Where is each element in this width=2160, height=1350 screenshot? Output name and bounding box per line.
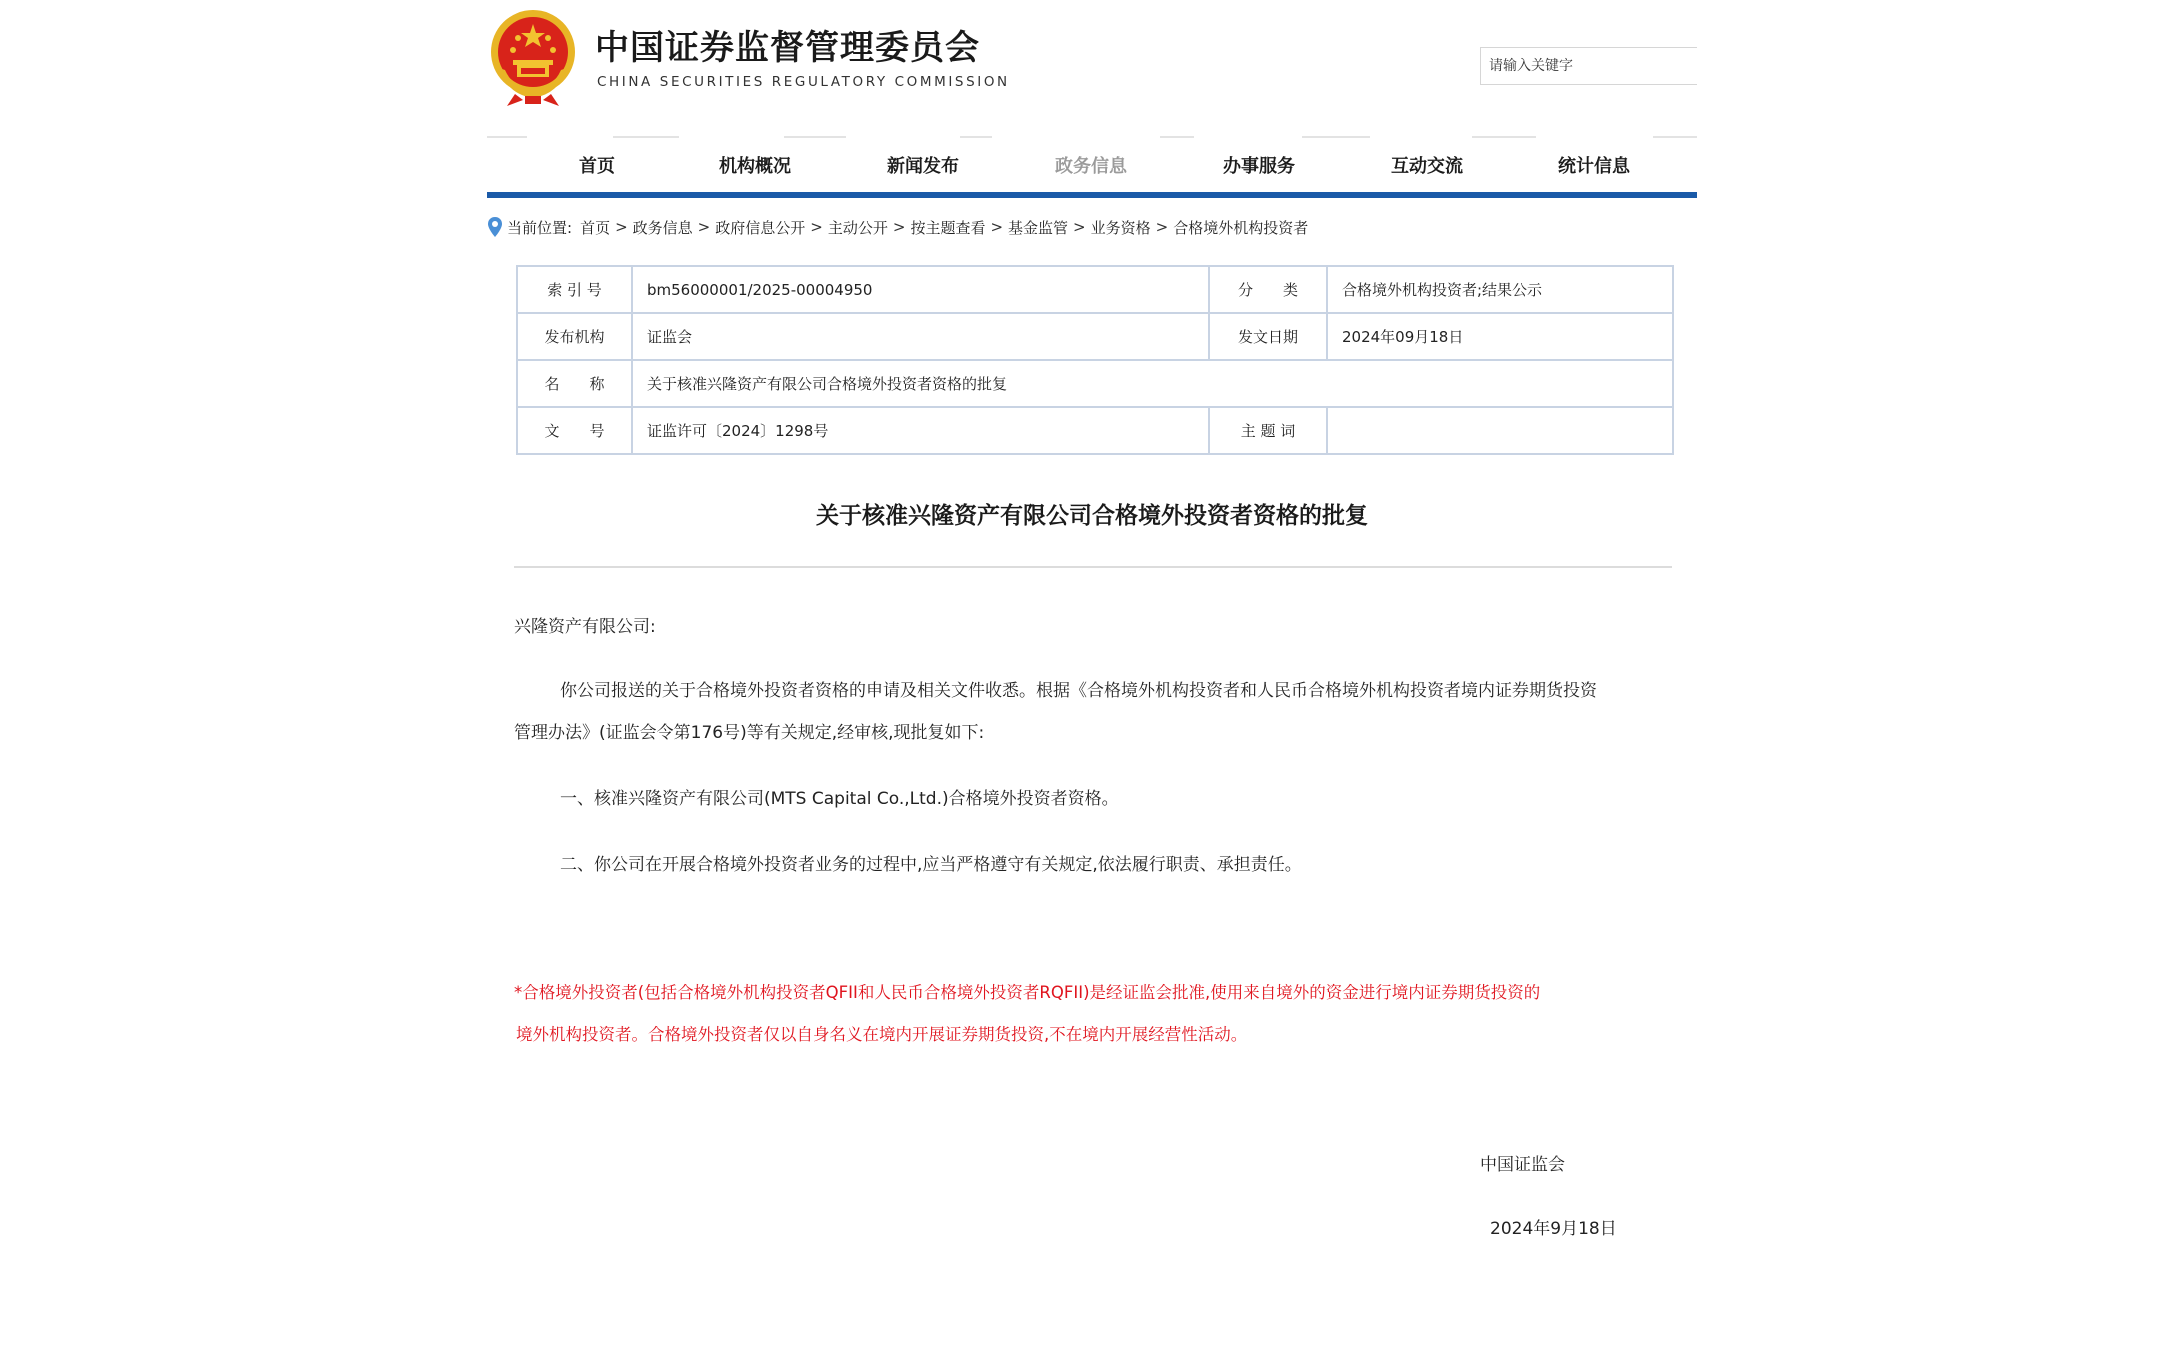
main-nav [487,136,1697,198]
nav-divider [1302,136,1370,138]
breadcrumb-gov-open[interactable]: 政府信息公开 [715,218,806,237]
page [487,0,1697,1350]
article-item-1: 一、核准兴隆资产有限公司(MTS Capital Co.,Ltd.)合格境外投资者资格。 [560,789,1119,809]
nav-divider [960,136,992,138]
nav-item-about[interactable]: 机构概况 [719,156,791,177]
title-divider [514,566,1672,568]
breadcrumb-separator: > [810,218,823,236]
meta-value-category: 合格境外机构投资者;结果公示 [1327,266,1673,313]
breadcrumb-separator: > [697,218,711,236]
breadcrumb-business-qualification[interactable]: 业务资格 [1090,218,1151,237]
nav-divider [1472,136,1536,138]
breadcrumb-home[interactable]: 首页 [580,218,611,237]
national-emblem-icon[interactable] [487,8,579,108]
article-note-line-1: *合格境外投资者(包括合格境外机构投资者QFII和人民币合格境外投资者RQFII)是经证监会批准,使用来自境外的资金进行境内证券期货投资的 [514,983,1541,1002]
breadcrumb [487,214,1308,240]
article-sign-date: 2024年9月18日 [1490,1219,1617,1239]
meta-value-keyword [1327,407,1673,454]
article-item-2: 二、你公司在开展合格境外投资者业务的过程中,应当严格遵守有关规定,依法履行职责、承担责任。 [560,855,1302,875]
nav-item-statistics[interactable]: 统计信息 [1558,156,1630,177]
nav-divider [613,136,679,138]
nav-divider [487,136,527,138]
nav-divider [1160,136,1194,138]
meta-label-name: 名 称 [517,360,632,407]
nav-item-home[interactable]: 首页 [579,156,615,177]
breadcrumb-by-topic[interactable]: 按主题查看 [910,218,986,237]
meta-value-docno: 证监许可〔2024〕1298号 [632,407,1209,454]
breadcrumb-qfii[interactable]: 合格境外机构投资者 [1173,218,1309,237]
meta-value-index: bm56000001/2025-00004950 [632,266,1209,313]
nav-item-interaction[interactable]: 互动交流 [1391,156,1463,177]
meta-label-issuer: 发布机构 [517,313,632,360]
breadcrumb-separator: > [1073,218,1086,236]
meta-label-keyword: 主 题 词 [1209,407,1327,454]
breadcrumb-active-disclosure[interactable]: 主动公开 [827,218,888,237]
article-title: 关于核准兴隆资产有限公司合格境外投资者资格的批复 [816,503,1368,529]
table-row [517,360,1673,407]
site-title-cn[interactable]: 中国证券监督管理委员会 [595,28,980,68]
meta-label-docno: 文 号 [517,407,632,454]
table-row [517,313,1673,360]
breadcrumb-separator: > [615,218,628,236]
meta-label-category: 分 类 [1209,266,1327,313]
article-salutation: 兴隆资产有限公司: [514,617,656,637]
document-meta-table [516,265,1674,455]
breadcrumb-separator: > [990,218,1004,236]
article-paragraph-1-line-2: 管理办法》(证监会令第176号)等有关规定,经审核,现批复如下: [514,723,985,743]
meta-value-date: 2024年09月18日 [1327,313,1673,360]
nav-item-news[interactable]: 新闻发布 [887,156,959,177]
breadcrumb-prefix: 当前位置: [507,218,573,237]
search-input[interactable] [1480,47,1697,85]
breadcrumb-separator: > [1155,218,1169,236]
article-signature: 中国证监会 [1480,1155,1565,1175]
table-row [517,407,1673,454]
site-title-en: CHINA SECURITIES REGULATORY COMMISSION [597,74,1010,90]
nav-divider [784,136,846,138]
nav-divider [1653,136,1697,138]
site-header [487,0,1697,132]
meta-value-name: 关于核准兴隆资产有限公司合格境外投资者资格的批复 [632,360,1673,407]
location-pin-icon [487,216,503,238]
nav-item-services[interactable]: 办事服务 [1223,156,1295,177]
article-note-line-2: 境外机构投资者。合格境外投资者仅以自身名义在境内开展证券期货投资,不在境内开展经营性活动。 [516,1025,1248,1044]
meta-label-date: 发文日期 [1209,313,1327,360]
nav-underline-bar [487,192,1697,198]
table-row [517,266,1673,313]
breadcrumb-gov-info[interactable]: 政务信息 [632,218,693,237]
article-paragraph-1-line-1: 你公司报送的关于合格境外投资者资格的申请及相关文件收悉。根据《合格境外机构投资者和人民币合格境外机构投资者境内证券期货投资 [560,681,1597,701]
nav-item-gov-info[interactable]: 政务信息 [1055,156,1127,177]
breadcrumb-separator: > [892,218,906,236]
breadcrumb-fund-supervision[interactable]: 基金监管 [1008,218,1069,237]
meta-label-index: 索 引 号 [517,266,632,313]
meta-value-issuer: 证监会 [632,313,1209,360]
